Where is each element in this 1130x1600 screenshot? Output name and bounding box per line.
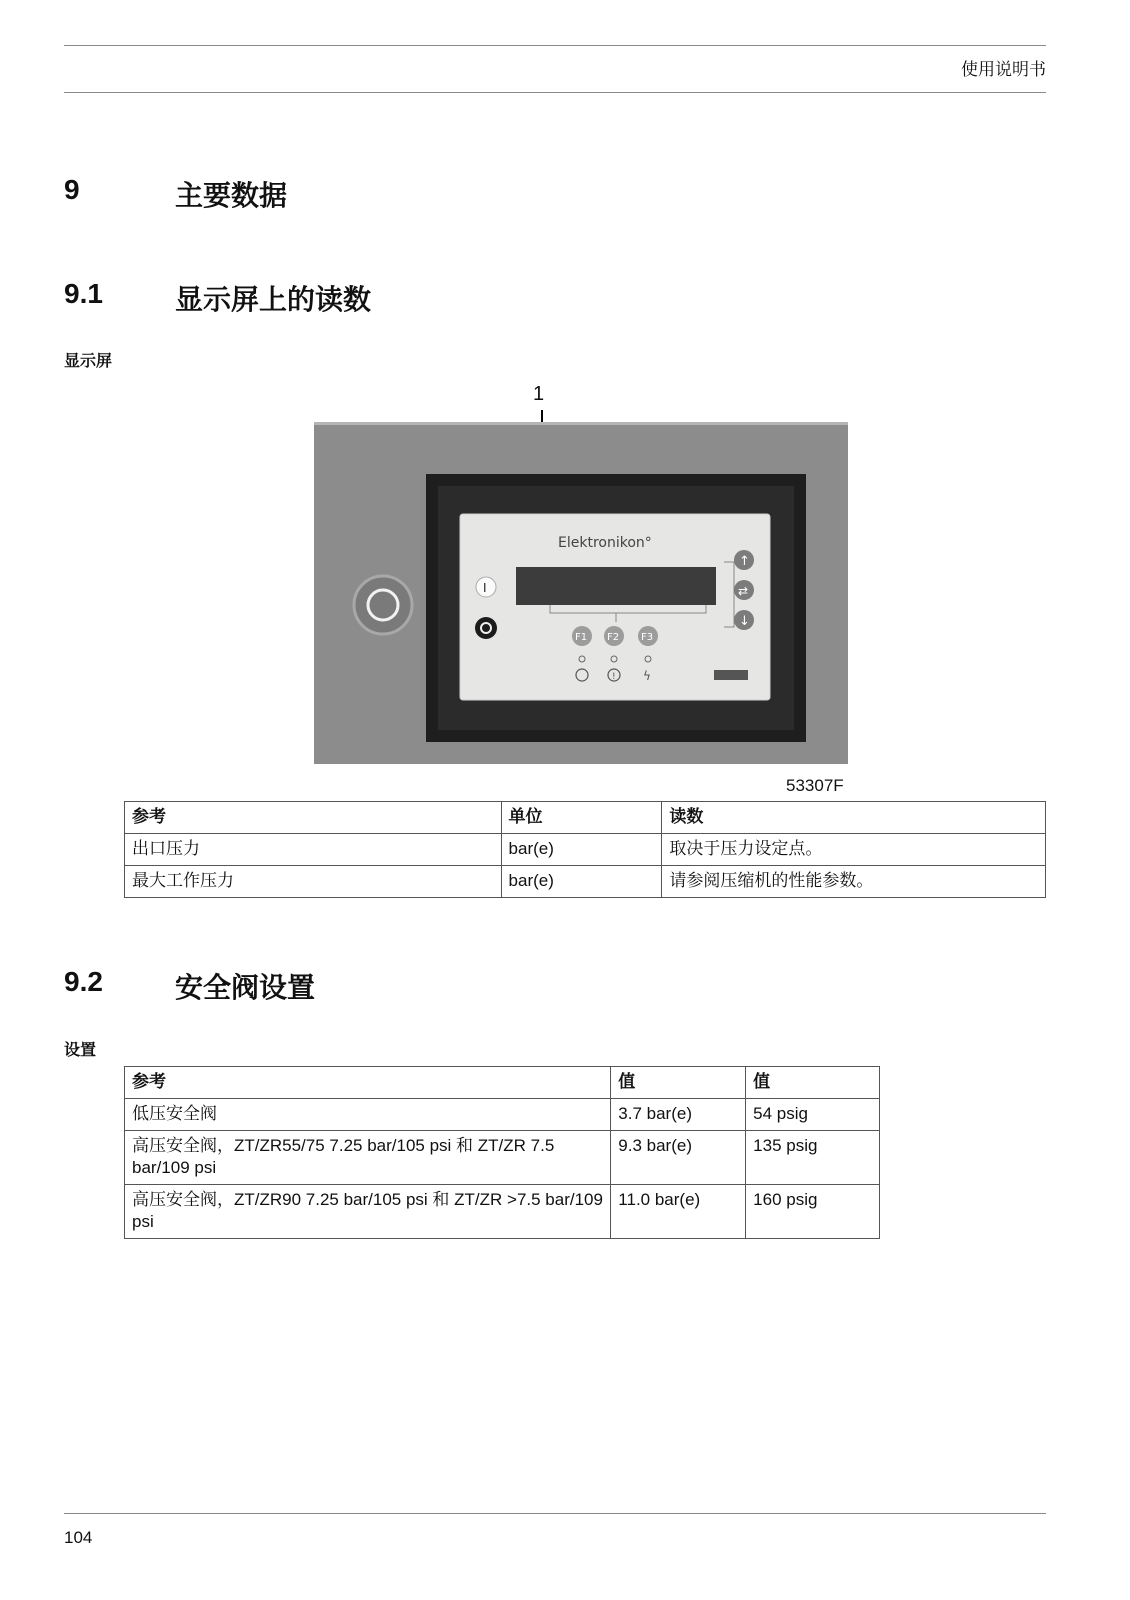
table-cell: 3.7 bar(e) — [611, 1099, 746, 1131]
svg-text:F1: F1 — [575, 632, 588, 643]
controller-panel-figure — [314, 422, 848, 764]
table-cell: 出口压力 — [125, 834, 502, 866]
table-cell: 11.0 bar(e) — [611, 1185, 746, 1239]
header-rule-top — [64, 45, 1046, 46]
table-row — [125, 1185, 880, 1239]
header-cell: 值 — [746, 1067, 880, 1099]
footer-rule — [64, 1513, 1046, 1514]
table-row — [125, 866, 1046, 898]
lcd-display — [516, 567, 716, 605]
table-cell: 160 psig — [746, 1185, 880, 1239]
table-cell: 最大工作压力 — [125, 866, 502, 898]
emergency-stop-button — [354, 576, 412, 634]
header-cell: 单位 — [501, 802, 662, 834]
section-number: 9 — [64, 174, 80, 205]
table-cell: 高压安全阀，ZT/ZR55/75 7.25 bar/105 psi 和 ZT/ZR 7.5 bar/109 psi — [125, 1131, 611, 1185]
table-cell: bar(e) — [501, 866, 662, 898]
svg-text:!: ! — [612, 672, 616, 682]
section-number: 9.2 — [64, 966, 103, 997]
stop-button — [475, 617, 497, 639]
figure-callout: 1 — [533, 383, 545, 405]
table-row — [125, 1131, 880, 1185]
svg-text:F3: F3 — [641, 632, 654, 643]
table-cell: 取决于压力设定点。 — [662, 834, 1046, 866]
svg-text:I: I — [483, 581, 487, 595]
doc-title: 使用说明书 — [961, 60, 1046, 79]
section-title: 安全阀设置 — [175, 972, 316, 1003]
readings-table — [124, 801, 1046, 898]
table-row — [125, 1099, 880, 1131]
header-rule-bottom — [64, 92, 1046, 93]
settings-subheading: 设置 — [64, 1042, 97, 1059]
svg-text:⇄: ⇄ — [738, 584, 749, 598]
table-cell: 135 psig — [746, 1131, 880, 1185]
header-cell: 参考 — [125, 802, 502, 834]
section-number: 9.1 — [64, 278, 103, 309]
header-cell: 读数 — [662, 802, 1046, 834]
table-cell: 低压安全阀 — [125, 1099, 611, 1131]
section-title: 显示屏上的读数 — [175, 284, 372, 315]
figure-id: 53307F — [786, 776, 844, 795]
header-cell: 值 — [611, 1067, 746, 1099]
power-led-icon: ϟ — [643, 669, 651, 683]
svg-text:↓: ↓ — [739, 614, 750, 629]
table-cell: 54 psig — [746, 1099, 880, 1131]
table-header-row — [125, 1067, 880, 1099]
table-cell: 高压安全阀，ZT/ZR90 7.25 bar/105 psi 和 ZT/ZR >7.5 bar/109 psi — [125, 1185, 611, 1239]
section-title: 主要数据 — [175, 180, 288, 211]
header-cell: 参考 — [125, 1067, 611, 1099]
table-row — [125, 834, 1046, 866]
safety-valve-table — [124, 1066, 880, 1239]
atlas-copco-logo — [714, 670, 748, 680]
table-header-row — [125, 802, 1046, 834]
table-cell: bar(e) — [501, 834, 662, 866]
svg-text:↑: ↑ — [739, 554, 750, 569]
svg-text:F2: F2 — [607, 632, 620, 643]
brand-label: Elektronikon° — [558, 535, 652, 551]
table-cell: 9.3 bar(e) — [611, 1131, 746, 1185]
table-cell: 请参阅压缩机的性能参数。 — [662, 866, 1046, 898]
display-subheading: 显示屏 — [64, 353, 113, 370]
page-number: 104 — [64, 1528, 93, 1547]
